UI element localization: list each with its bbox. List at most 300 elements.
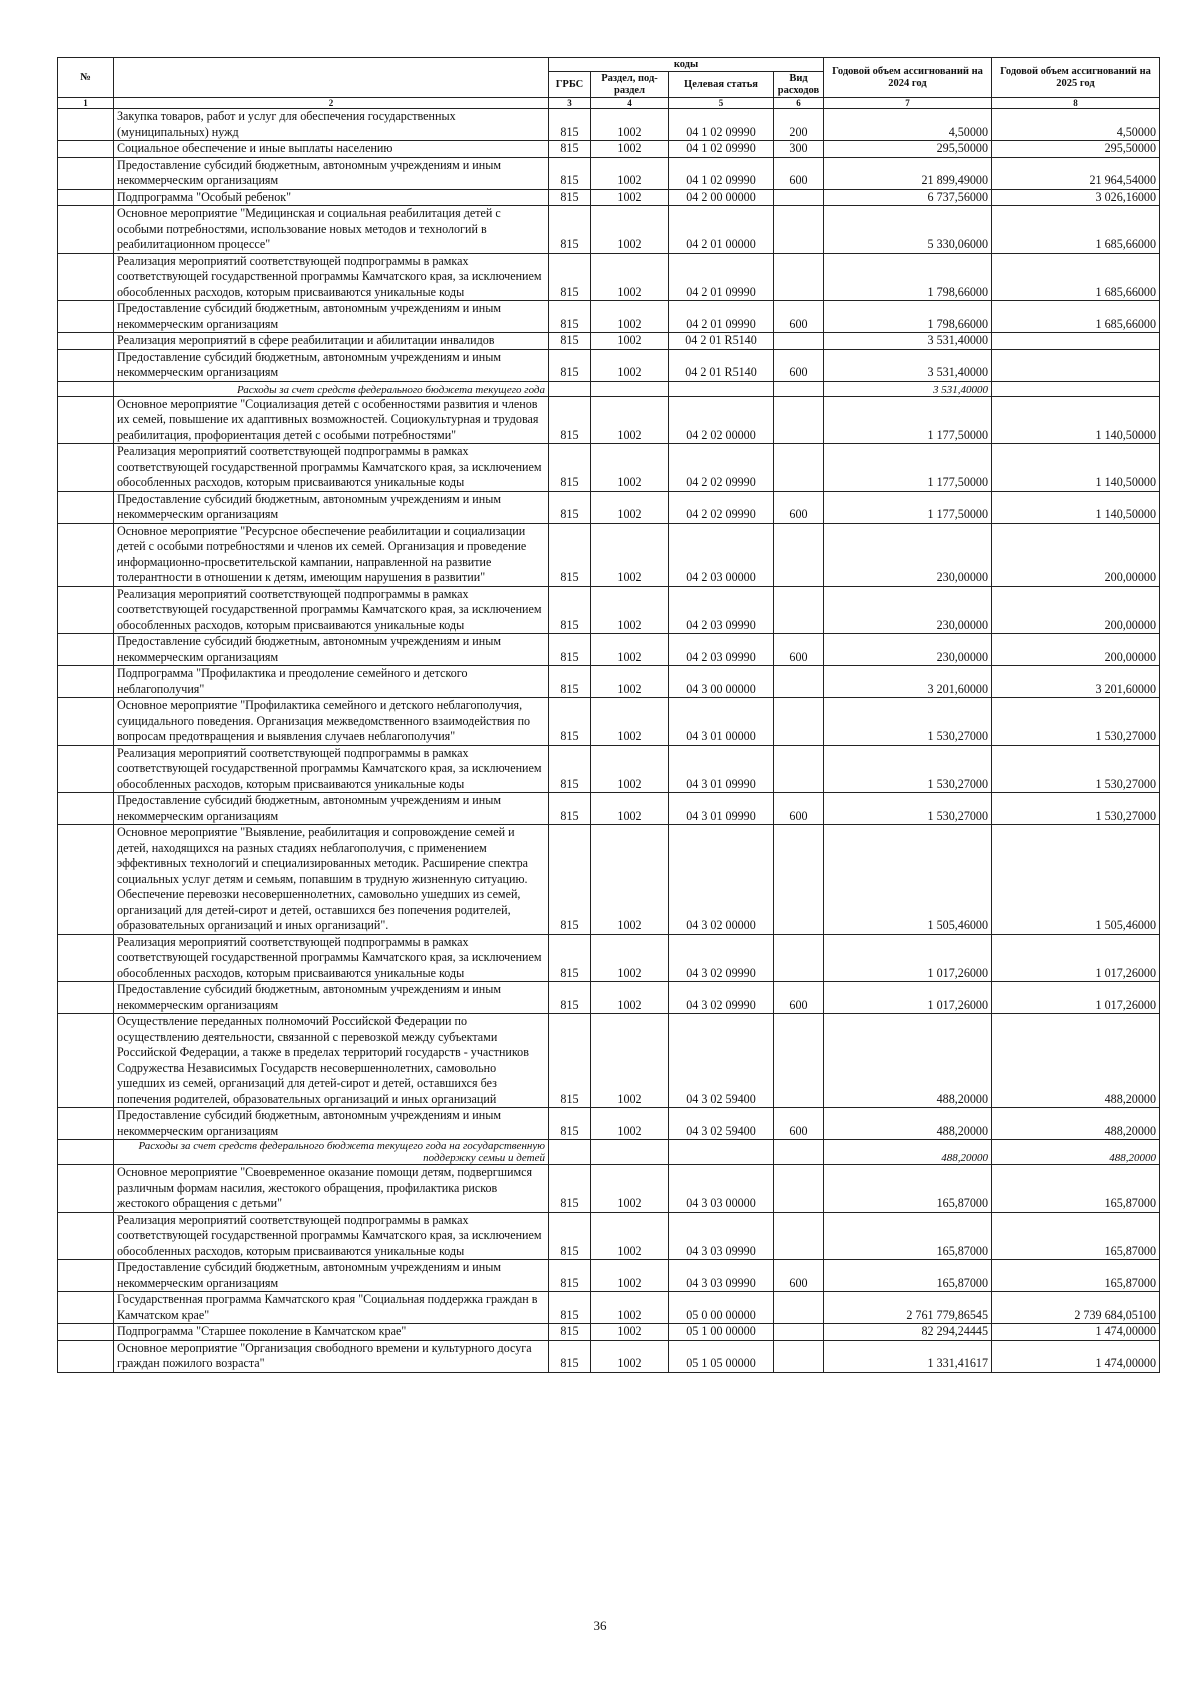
section-cell: 1002 [591,825,669,935]
col-number: 7 [824,98,992,109]
expense-type-cell [774,586,824,634]
grbs-cell: 815 [549,634,591,666]
expense-type-cell: 600 [774,491,824,523]
item-name-cell: Предоставление субсидий бюджетным, автономным учреждениям и иным некоммерческим организациям [114,1108,549,1140]
volume-2025-cell: 200,00000 [992,523,1160,586]
grbs-cell: 815 [549,586,591,634]
item-name-cell: Основное мероприятие "Ресурсное обеспечение реабилитации и социализации детей с особыми потребностями и членов их семей. Организация и проведение информационно-просветительской кампании, направленной на развитие толерантности в отношении к детям, имеющим нарушения в развитии" [114,523,549,586]
target-cell: 04 2 00 00000 [669,189,774,206]
volume-2025-cell: 1 685,66000 [992,206,1160,254]
volume-2025-cell: 3 201,60000 [992,666,1160,698]
volume-2025-cell: 21 964,54000 [992,157,1160,189]
target-cell: 04 1 02 09990 [669,109,774,141]
volume-2025-cell: 488,20000 [992,1014,1160,1108]
item-name-cell: Предоставление субсидий бюджетным, автономным учреждениям и иным некоммерческим организациям [114,793,549,825]
row-number-cell [58,1165,114,1213]
target-cell: 04 2 01 00000 [669,206,774,254]
table-row [58,634,1160,666]
volume-2024-cell: 6 737,56000 [824,189,992,206]
target-cell: 04 2 03 00000 [669,523,774,586]
row-number-cell [58,1292,114,1324]
row-number-cell [58,381,114,396]
volume-2025-cell [992,381,1160,396]
target-cell: 04 3 02 59400 [669,1108,774,1140]
table-row [58,349,1160,381]
table-body [58,109,1160,1373]
row-number-cell [58,698,114,746]
section-cell: 1002 [591,444,669,492]
header-name [114,58,549,98]
item-name-cell: Предоставление субсидий бюджетным, автономным учреждениям и иным некоммерческим организациям [114,634,549,666]
volume-2024-cell: 1 177,50000 [824,491,992,523]
volume-2024-cell: 165,87000 [824,1260,992,1292]
volume-2024-cell: 5 330,06000 [824,206,992,254]
expense-type-cell [774,934,824,982]
section-cell: 1002 [591,1165,669,1213]
grbs-cell: 815 [549,666,591,698]
target-cell: 04 1 02 09990 [669,157,774,189]
row-number-cell [58,1340,114,1372]
section-cell: 1002 [591,523,669,586]
item-name-cell: Основное мероприятие "Организация свободного времени и культурного досуга граждан пожилого возраста" [114,1340,549,1372]
section-cell: 1002 [591,1108,669,1140]
volume-2024-cell: 488,20000 [824,1140,992,1165]
item-name-cell: Основное мероприятие "Социализация детей с особенностями развития и членов их семей, повышение их адаптивных возможностей. Социокультурная и трудовая реабилитация, профориентация детей с особыми потребностями" [114,396,549,444]
volume-2024-cell: 1 530,27000 [824,698,992,746]
target-cell: 04 2 03 09990 [669,634,774,666]
grbs-cell [549,381,591,396]
target-cell: 04 2 01 R5140 [669,333,774,350]
grbs-cell: 815 [549,157,591,189]
table-row [58,1260,1160,1292]
volume-2025-cell: 1 530,27000 [992,745,1160,793]
volume-2025-cell: 3 026,16000 [992,189,1160,206]
grbs-cell: 815 [549,491,591,523]
expense-type-cell: 600 [774,793,824,825]
table-row [58,666,1160,698]
volume-2025-cell: 1 505,46000 [992,825,1160,935]
volume-2025-cell: 1 017,26000 [992,934,1160,982]
expense-type-cell [774,1324,824,1341]
grbs-cell: 815 [549,1165,591,1213]
section-cell: 1002 [591,491,669,523]
row-number-cell [58,301,114,333]
target-cell: 05 0 00 00000 [669,1292,774,1324]
row-number-cell [58,982,114,1014]
volume-2024-cell: 1 177,50000 [824,396,992,444]
row-number-cell [58,444,114,492]
volume-2025-cell: 1 017,26000 [992,982,1160,1014]
section-cell: 1002 [591,109,669,141]
grbs-cell: 815 [549,1014,591,1108]
section-cell: 1002 [591,189,669,206]
table-row [58,1014,1160,1108]
expense-type-cell: 200 [774,109,824,141]
budget-table [57,57,1160,1373]
table-row [58,396,1160,444]
table-row [58,333,1160,350]
volume-2025-cell: 165,87000 [992,1165,1160,1213]
section-cell: 1002 [591,666,669,698]
section-cell [591,381,669,396]
item-name-cell: Предоставление субсидий бюджетным, автономным учреждениям и иным некоммерческим организациям [114,157,549,189]
expense-type-cell [774,381,824,396]
col-number: 8 [992,98,1160,109]
col-number: 5 [669,98,774,109]
grbs-cell: 815 [549,301,591,333]
table-row [58,1108,1160,1140]
volume-2024-cell: 1 798,66000 [824,253,992,301]
item-name-cell: Подпрограмма "Профилактика и преодоление семейного и детского неблагополучия" [114,666,549,698]
row-number-cell [58,1140,114,1165]
item-name-cell: Предоставление субсидий бюджетным, автономным учреждениям и иным некоммерческим организациям [114,349,549,381]
volume-2024-cell: 488,20000 [824,1108,992,1140]
target-cell: 04 3 01 09990 [669,745,774,793]
item-name-cell: Основное мероприятие "Выявление, реабилитация и сопровождение семей и детей, находящихся на разных стадиях неблагополучия, с применением эффективных технологий и специализированных методик. Расширение спектра социальных услуг детям и семьям, попавшим в трудную жизненную ситуацию. Обеспечение перевозки несовершеннолетних, самовольно ушедших из семей, организаций для детей-сирот и детей, оставшихся без попечения родителей, образовательных организаций и иных организаций". [114,825,549,935]
item-name-cell: Социальное обеспечение и иные выплаты населению [114,141,549,158]
item-name-cell: Предоставление субсидий бюджетным, автономным учреждениям и иным некоммерческим организациям [114,982,549,1014]
col-number: 4 [591,98,669,109]
volume-2024-cell: 295,50000 [824,141,992,158]
row-number-cell [58,1014,114,1108]
col-number: 3 [549,98,591,109]
target-cell: 04 2 02 00000 [669,396,774,444]
target-cell: 04 2 01 09990 [669,253,774,301]
note-text: Расходы за счет средств федерального бюджета текущего года [114,381,549,396]
expense-type-cell [774,189,824,206]
grbs-cell: 815 [549,349,591,381]
expense-type-cell: 300 [774,141,824,158]
expense-type-cell: 600 [774,982,824,1014]
expense-type-cell [774,1014,824,1108]
row-number-cell [58,934,114,982]
volume-2024-cell: 165,87000 [824,1212,992,1260]
expense-type-cell: 600 [774,301,824,333]
table-header [58,58,1160,109]
table-row [58,189,1160,206]
expense-type-cell [774,666,824,698]
grbs-cell: 815 [549,745,591,793]
grbs-cell: 815 [549,793,591,825]
grbs-cell: 815 [549,1108,591,1140]
volume-2024-cell: 1 530,27000 [824,793,992,825]
expense-type-cell [774,396,824,444]
section-cell: 1002 [591,141,669,158]
item-name-cell: Основное мероприятие "Своевременное оказание помощи детям, подвергшимся различным формам насилия, жестокого обращения, профилактика рисков жестокого обращения с детьми" [114,1165,549,1213]
grbs-cell: 815 [549,1324,591,1341]
table-row [58,934,1160,982]
item-name-cell: Основное мероприятие "Профилактика семейного и детского неблагополучия, суицидального поведения. Организация межведомственного взаимодействия по вопросам предотвращения и выявления случаев неблагополучия" [114,698,549,746]
grbs-cell: 815 [549,109,591,141]
row-number-cell [58,396,114,444]
row-number-cell [58,349,114,381]
volume-2024-cell: 230,00000 [824,634,992,666]
grbs-cell: 815 [549,1260,591,1292]
table-row [58,825,1160,935]
table-row [58,444,1160,492]
section-cell: 1002 [591,745,669,793]
volume-2025-cell: 4,50000 [992,109,1160,141]
volume-2025-cell: 1 474,00000 [992,1324,1160,1341]
expense-type-cell: 600 [774,1108,824,1140]
expense-type-cell: 600 [774,349,824,381]
col-number: 6 [774,98,824,109]
volume-2024-cell: 3 201,60000 [824,666,992,698]
target-cell: 04 2 02 09990 [669,444,774,492]
volume-2024-cell: 1 177,50000 [824,444,992,492]
target-cell: 04 3 00 00000 [669,666,774,698]
note-row [58,381,1160,396]
item-name-cell: Основное мероприятие "Медицинская и социальная реабилитация детей с особыми потребностями, использование новых методов и технологий в реабилитационном процессе" [114,206,549,254]
table-row [58,698,1160,746]
section-cell: 1002 [591,934,669,982]
section-cell: 1002 [591,1340,669,1372]
expense-type-cell [774,444,824,492]
table-row [58,491,1160,523]
volume-2025-cell: 1 140,50000 [992,491,1160,523]
row-number-cell [58,141,114,158]
header-num: № [58,58,114,98]
volume-2024-cell: 82 294,24445 [824,1324,992,1341]
row-number-cell [58,1324,114,1341]
row-number-cell [58,333,114,350]
volume-2025-cell: 200,00000 [992,586,1160,634]
volume-2025-cell: 1 140,50000 [992,444,1160,492]
header-section: Раздел, под-раздел [591,72,669,98]
grbs-cell: 815 [549,523,591,586]
row-number-cell [58,523,114,586]
expense-type-cell [774,698,824,746]
note-row [58,1140,1160,1165]
table-row [58,1212,1160,1260]
table-row [58,301,1160,333]
header-volume-2024: Годовой объем ассигнований на 2024 год [824,58,992,98]
table-row [58,745,1160,793]
volume-2025-cell [992,349,1160,381]
grbs-cell: 815 [549,698,591,746]
target-cell: 04 3 02 59400 [669,1014,774,1108]
expense-type-cell [774,523,824,586]
volume-2024-cell: 1 017,26000 [824,934,992,982]
volume-2025-cell: 2 739 684,05100 [992,1292,1160,1324]
col-number: 2 [114,98,549,109]
item-name-cell: Реализация мероприятий соответствующей подпрограммы в рамках соответствующей государственной программы Камчатского края, за исключением обособленных расходов, которым присваиваются уникальные коды [114,934,549,982]
table-row [58,1324,1160,1341]
row-number-cell [58,1212,114,1260]
row-number-cell [58,1260,114,1292]
row-number-cell [58,157,114,189]
table-row [58,109,1160,141]
item-name-cell: Подпрограмма "Особый ребенок" [114,189,549,206]
target-cell: 04 3 03 00000 [669,1165,774,1213]
volume-2024-cell: 4,50000 [824,109,992,141]
table-row [58,1340,1160,1372]
target-cell: 04 2 03 09990 [669,586,774,634]
section-cell: 1002 [591,1292,669,1324]
expense-type-cell [774,1165,824,1213]
section-cell: 1002 [591,586,669,634]
volume-2025-cell: 165,87000 [992,1212,1160,1260]
table-row [58,141,1160,158]
table-row [58,253,1160,301]
section-cell: 1002 [591,349,669,381]
row-number-cell [58,586,114,634]
row-number-cell [58,109,114,141]
volume-2025-cell: 200,00000 [992,634,1160,666]
row-number-cell [58,253,114,301]
volume-2025-cell: 1 530,27000 [992,698,1160,746]
row-number-cell [58,206,114,254]
target-cell: 04 1 02 09990 [669,141,774,158]
section-cell: 1002 [591,1014,669,1108]
section-cell: 1002 [591,1324,669,1341]
target-cell: 04 3 03 09990 [669,1260,774,1292]
item-name-cell: Предоставление субсидий бюджетным, автономным учреждениям и иным некоммерческим организациям [114,1260,549,1292]
volume-2024-cell: 230,00000 [824,586,992,634]
header-expense-type: Вид расходов [774,72,824,98]
volume-2024-cell: 2 761 779,86545 [824,1292,992,1324]
item-name-cell: Подпрограмма "Старшее поколение в Камчатском крае" [114,1324,549,1341]
volume-2024-cell: 3 531,40000 [824,349,992,381]
volume-2025-cell: 1 685,66000 [992,253,1160,301]
expense-type-cell [774,333,824,350]
item-name-cell: Реализация мероприятий соответствующей подпрограммы в рамках соответствующей государственной программы Камчатского края, за исключением обособленных расходов, которым присваиваются уникальные коды [114,444,549,492]
target-cell: 04 2 01 09990 [669,301,774,333]
note-text: Расходы за счет средств федерального бюджета текущего года на государственную поддержку семьи и детей [114,1140,549,1165]
volume-2024-cell: 165,87000 [824,1165,992,1213]
grbs-cell: 815 [549,206,591,254]
table-row [58,157,1160,189]
section-cell: 1002 [591,301,669,333]
grbs-cell: 815 [549,396,591,444]
target-cell: 04 3 02 09990 [669,982,774,1014]
section-cell: 1002 [591,793,669,825]
volume-2025-cell: 1 140,50000 [992,396,1160,444]
target-cell: 04 3 01 00000 [669,698,774,746]
section-cell: 1002 [591,253,669,301]
item-name-cell: Реализация мероприятий в сфере реабилитации и абилитации инвалидов [114,333,549,350]
row-number-cell [58,745,114,793]
volume-2025-cell: 1 685,66000 [992,301,1160,333]
header-volume-2025: Годовой объем ассигнований на 2025 год [992,58,1160,98]
row-number-cell [58,666,114,698]
header-target: Целевая статья [669,72,774,98]
target-cell: 04 2 02 09990 [669,491,774,523]
item-name-cell: Закупка товаров, работ и услуг для обеспечения государственных (муниципальных) нужд [114,109,549,141]
target-cell [669,381,774,396]
target-cell: 04 3 02 00000 [669,825,774,935]
grbs-cell [549,1140,591,1165]
volume-2024-cell: 488,20000 [824,1014,992,1108]
volume-2025-cell: 1 530,27000 [992,793,1160,825]
grbs-cell: 815 [549,333,591,350]
expense-type-cell [774,825,824,935]
volume-2024-cell: 1 530,27000 [824,745,992,793]
table-row [58,1165,1160,1213]
expense-type-cell [774,1212,824,1260]
item-name-cell: Реализация мероприятий соответствующей подпрограммы в рамках соответствующей государственной программы Камчатского края, за исключением обособленных расходов, которым присваиваются уникальные коды [114,586,549,634]
section-cell: 1002 [591,982,669,1014]
volume-2024-cell: 1 505,46000 [824,825,992,935]
target-cell: 05 1 05 00000 [669,1340,774,1372]
header-codes: коды [549,58,824,72]
section-cell: 1002 [591,206,669,254]
item-name-cell: Предоставление субсидий бюджетным, автономным учреждениям и иным некоммерческим организациям [114,301,549,333]
section-cell: 1002 [591,1212,669,1260]
target-cell: 04 2 01 R5140 [669,349,774,381]
row-number-cell [58,491,114,523]
section-cell: 1002 [591,157,669,189]
grbs-cell: 815 [549,934,591,982]
volume-2024-cell: 1 798,66000 [824,301,992,333]
volume-2025-cell: 488,20000 [992,1140,1160,1165]
row-number-cell [58,1108,114,1140]
volume-2025-cell: 165,87000 [992,1260,1160,1292]
grbs-cell: 815 [549,1292,591,1324]
target-cell: 04 3 03 09990 [669,1212,774,1260]
volume-2024-cell: 3 531,40000 [824,381,992,396]
grbs-cell: 815 [549,444,591,492]
target-cell: 04 3 02 09990 [669,934,774,982]
section-cell: 1002 [591,396,669,444]
section-cell [591,1140,669,1165]
grbs-cell: 815 [549,141,591,158]
section-cell: 1002 [591,634,669,666]
section-cell: 1002 [591,1260,669,1292]
col-number: 1 [58,98,114,109]
page-number: 36 [593,1618,607,1633]
volume-2024-cell: 1 017,26000 [824,982,992,1014]
grbs-cell: 815 [549,253,591,301]
expense-type-cell [774,745,824,793]
row-number-cell [58,793,114,825]
volume-2024-cell: 21 899,49000 [824,157,992,189]
volume-2025-cell: 1 474,00000 [992,1340,1160,1372]
table-row [58,523,1160,586]
section-cell: 1002 [591,698,669,746]
target-cell: 05 1 00 00000 [669,1324,774,1341]
item-name-cell: Осуществление переданных полномочий Российской Федерации по осуществлению деятельности, связанной с перевозкой между субъектами Российской Федерации, а также в пределах территорий государств - участников Содружества Независимых Государств несовершеннолетних, самовольно ушедших из семей, организаций для детей-сирот и детей, оставшихся без попечения родителей, образовательных организаций и иных организаций [114,1014,549,1108]
volume-2024-cell: 230,00000 [824,523,992,586]
volume-2025-cell [992,333,1160,350]
target-cell [669,1140,774,1165]
grbs-cell: 815 [549,1340,591,1372]
item-name-cell: Реализация мероприятий соответствующей подпрограммы в рамках соответствующей государственной программы Камчатского края, за исключением обособленных расходов, которым присваиваются уникальные коды [114,745,549,793]
item-name-cell: Реализация мероприятий соответствующей подпрограммы в рамках соответствующей государственной программы Камчатского края, за исключением обособленных расходов, которым присваиваются уникальные коды [114,253,549,301]
expense-type-cell [774,253,824,301]
expense-type-cell [774,206,824,254]
header-grbs: ГРБС [549,72,591,98]
volume-2025-cell: 488,20000 [992,1108,1160,1140]
table-row [58,1292,1160,1324]
grbs-cell: 815 [549,982,591,1014]
item-name-cell: Государственная программа Камчатского края "Социальная поддержка граждан в Камчатском крае" [114,1292,549,1324]
section-cell: 1002 [591,333,669,350]
grbs-cell: 815 [549,1212,591,1260]
grbs-cell: 815 [549,825,591,935]
expense-type-cell [774,1292,824,1324]
row-number-cell [58,634,114,666]
expense-type-cell [774,1140,824,1165]
table-row [58,982,1160,1014]
table-row [58,206,1160,254]
table-row [58,586,1160,634]
item-name-cell: Реализация мероприятий соответствующей подпрограммы в рамках соответствующей государственной программы Камчатского края, за исключением обособленных расходов, которым присваиваются уникальные коды [114,1212,549,1260]
grbs-cell: 815 [549,189,591,206]
volume-2024-cell: 3 531,40000 [824,333,992,350]
expense-type-cell: 600 [774,157,824,189]
volume-2025-cell: 295,50000 [992,141,1160,158]
